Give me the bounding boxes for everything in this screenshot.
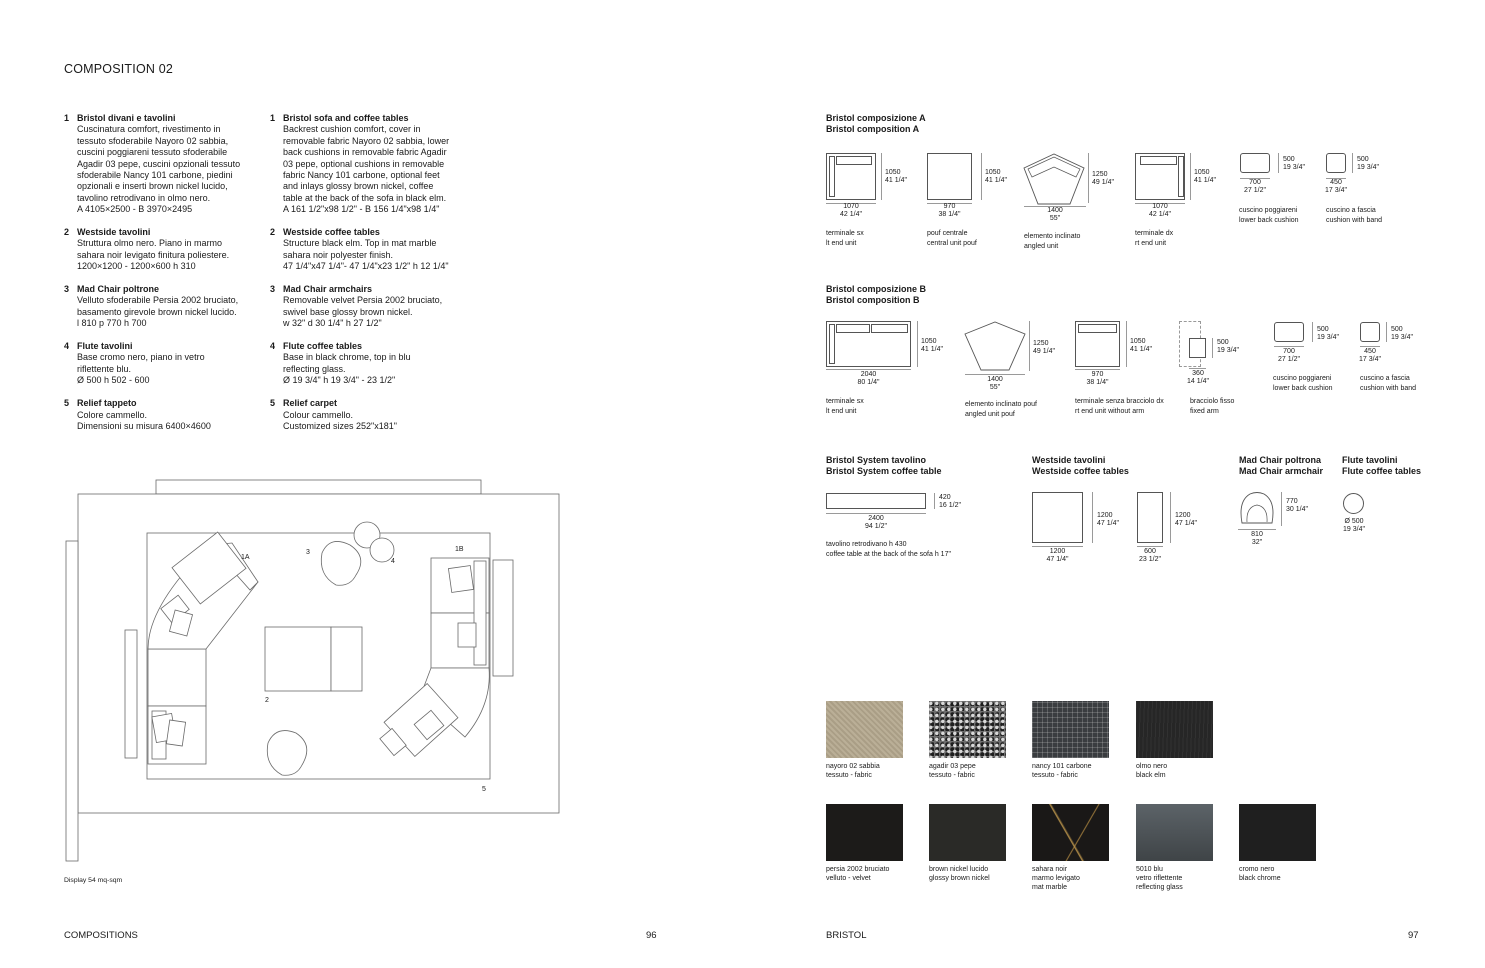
page-number-left: 96 bbox=[646, 930, 657, 941]
item-heading: Mad Chair poltrone bbox=[77, 284, 160, 295]
sofa-a-center-pouf bbox=[148, 649, 206, 706]
dimension-width: 700 27 1/2" bbox=[1244, 179, 1266, 194]
item-line: reflecting glass. bbox=[283, 363, 346, 374]
item-heading: Relief carpet bbox=[283, 398, 338, 409]
dimension-width: 700 27 1/2" bbox=[1278, 348, 1300, 363]
item-line: Colore cammello. bbox=[77, 409, 148, 420]
item-line: swivel base glossy brown nickel. bbox=[283, 306, 413, 317]
component-label: pouf centrale central unit pouf bbox=[927, 230, 977, 247]
item-number: 1 bbox=[270, 113, 276, 123]
item-line: Colour cammello. bbox=[283, 409, 354, 420]
item-line: sahara noir levigato finitura poliestere. bbox=[77, 249, 230, 260]
wall-shelf-top bbox=[156, 480, 481, 494]
item-number: 5 bbox=[270, 398, 276, 409]
item-line: A 161 1/2"x98 1/2" - B 156 1/4"x98 1/4" bbox=[283, 204, 440, 215]
swatch-olmo bbox=[1136, 701, 1213, 758]
item-line: sahara noir polyester finish. bbox=[283, 249, 394, 260]
plan-label-2: 2 bbox=[265, 697, 269, 704]
cushion bbox=[458, 623, 476, 647]
dimension-depth: 1050 41 1/4" bbox=[1130, 338, 1152, 353]
item-number: 5 bbox=[64, 398, 70, 409]
dimension-width: 2040 80 1/4" bbox=[857, 371, 880, 386]
display-area-caption: Display 54 mq-sqm bbox=[64, 877, 123, 884]
section-title-en: Bristol composition A bbox=[826, 124, 920, 135]
dimension-depth: 1250 49 1/4" bbox=[1092, 171, 1114, 186]
swatch-sahara-noir bbox=[1032, 804, 1109, 861]
item-line: Cuscinatura comfort, rivestimento in bbox=[77, 124, 221, 135]
item-3-en bbox=[270, 284, 460, 330]
component-label: cuscino poggiareni lower back cushion bbox=[1273, 375, 1333, 392]
dimension-width: 450 17 3/4" bbox=[1359, 348, 1381, 363]
component-label: elemento inclinato pouf angled unit pouf bbox=[965, 401, 1037, 418]
item-line: 1200×1200 - 1200×600 h 310 bbox=[77, 261, 196, 272]
item-heading: Flute coffee tables bbox=[283, 341, 363, 352]
item-3-it bbox=[64, 284, 254, 330]
item-heading: Westside tavolini bbox=[77, 227, 151, 238]
dimension-width: 2400 94 1/2" bbox=[865, 515, 887, 530]
westside-table-small bbox=[331, 627, 362, 691]
section-title-en: Bristol composition B bbox=[826, 295, 920, 306]
component-label: bracciolo fisso fixed arm bbox=[1190, 398, 1235, 415]
item-number: 2 bbox=[64, 227, 70, 238]
dimension-depth: 500 19 3/4" bbox=[1283, 156, 1305, 171]
component-label: tavolino retrodivano h 430 coffee table at the back of the sofa h 17" bbox=[826, 541, 951, 558]
item-heading: Relief tappeto bbox=[77, 398, 137, 409]
item-line: basamento girevole brown nickel lucido. bbox=[77, 306, 237, 317]
swatch-blu-glass bbox=[1136, 804, 1213, 861]
item-line: sfoderabile Nancy 101 carbone, piedini bbox=[77, 170, 233, 181]
swatch-label: persia 2002 bruciato velluto - velvet bbox=[826, 866, 890, 882]
swatch-label: olmo nero black elm bbox=[1136, 763, 1168, 779]
bristol-coffee-table-drawing bbox=[826, 493, 926, 509]
item-4-en bbox=[270, 341, 460, 387]
item-number: 4 bbox=[270, 341, 276, 352]
cushion-with-band-drawing bbox=[1326, 153, 1346, 173]
angled-unit-pouf-drawing bbox=[963, 320, 1027, 372]
swatch-agadir bbox=[929, 701, 1006, 758]
central-unit-pouf-drawing bbox=[927, 153, 972, 200]
item-heading: Flute tavolini bbox=[77, 341, 133, 352]
item-line: tavolino retrodivano in olmo nero. bbox=[77, 192, 211, 203]
item-heading: Bristol sofa and coffee tables bbox=[283, 113, 409, 123]
plan-label-4: 4 bbox=[391, 558, 395, 565]
section-title-it: Bristol composizione B bbox=[826, 284, 927, 294]
lower-back-cushion-drawing bbox=[1274, 322, 1304, 342]
section-title-it: Bristol composizione A bbox=[826, 113, 926, 123]
item-line: and inlays glossy brown nickel, coffee bbox=[283, 181, 434, 192]
item-line: A 4105×2500 - B 3970×2495 bbox=[77, 204, 193, 215]
component-label: cuscino a fascia cushion with band bbox=[1360, 375, 1417, 392]
page-title: COMPOSITION 02 bbox=[64, 62, 174, 76]
mad-chair-title: Mad Chair poltrona Mad Chair armchair bbox=[1239, 455, 1324, 477]
english-description-column bbox=[270, 113, 460, 444]
westside-table-small-drawing bbox=[1137, 492, 1163, 543]
item-number: 1 bbox=[64, 113, 70, 123]
component-label: elemento inclinato angled unit bbox=[1024, 233, 1081, 250]
dimension-width: 1200 47 1/4" bbox=[1046, 548, 1069, 563]
item-line: Base in black chrome, top in blu bbox=[283, 352, 411, 363]
swatch-label: nayoro 02 sabbia tessuto - fabric bbox=[826, 763, 880, 779]
item-4-it bbox=[64, 341, 254, 387]
angled-unit-drawing bbox=[1022, 152, 1086, 206]
swatch-label: 5010 blu vetro riflettente reflecting glass bbox=[1136, 866, 1183, 891]
item-line: Dimensioni su misura 6400×4600 bbox=[77, 420, 211, 431]
item-number: 2 bbox=[270, 227, 276, 238]
item-line: cuscini poggiareni tessuto sfoderabile bbox=[77, 147, 228, 158]
item-line: Structure black elm. Top in mat marble bbox=[283, 238, 437, 249]
item-1-it bbox=[64, 113, 254, 216]
item-heading: Westside coffee tables bbox=[283, 227, 380, 238]
italian-description-column bbox=[64, 113, 254, 444]
dimension-width: 450 17 3/4" bbox=[1325, 179, 1347, 194]
plan-label-3: 3 bbox=[306, 549, 310, 556]
item-line: table at the back of the sofa in black elm. bbox=[283, 192, 447, 203]
swatch-cromo-nero bbox=[1239, 804, 1316, 861]
plan-label-5: 5 bbox=[482, 786, 486, 793]
item-number: 3 bbox=[270, 284, 276, 295]
dimension-width: 810 32" bbox=[1251, 531, 1263, 546]
dimension-depth: 1200 47 1/4" bbox=[1097, 512, 1119, 527]
item-number: 3 bbox=[64, 284, 70, 295]
dimension-width: 1070 42 1/4" bbox=[840, 203, 862, 218]
item-line: fabric Nancy 101 carbone, optional feet bbox=[283, 170, 440, 181]
dimension-depth: 500 19 3/4" bbox=[1317, 326, 1339, 341]
cushion bbox=[448, 566, 473, 593]
swatch-label: agadir 03 pepe tessuto - fabric bbox=[929, 763, 976, 779]
swatch-label: brown nickel lucido glossy brown nickel bbox=[929, 866, 990, 882]
dimension-depth: 1200 47 1/4" bbox=[1175, 512, 1197, 527]
dimension-depth: 1250 49 1/4" bbox=[1033, 340, 1055, 355]
item-1-en bbox=[270, 113, 460, 216]
dimension-depth: 1050 41 1/4" bbox=[885, 169, 907, 184]
wall-shelf-left bbox=[66, 541, 78, 861]
dimension-depth: 1050 41 1/4" bbox=[921, 338, 943, 353]
side-console-left bbox=[125, 630, 137, 758]
component-label: cuscino a fascia cushion with band bbox=[1326, 207, 1383, 224]
item-line: 03 pepe, optional cushions in removable bbox=[283, 158, 445, 169]
dimension-width: 1400 55" bbox=[987, 376, 1003, 391]
item-number: 4 bbox=[64, 341, 70, 352]
cushion bbox=[166, 720, 185, 746]
item-line: w 32" d 30 1/4" h 27 1/2" bbox=[283, 318, 382, 329]
side-console-right bbox=[493, 560, 513, 676]
item-line: riflettente blu. bbox=[77, 363, 132, 374]
footer-section-left: COMPOSITIONS bbox=[64, 930, 138, 941]
item-5-en bbox=[270, 398, 460, 432]
plan-label-1b: 1B bbox=[455, 546, 464, 553]
item-line: 47 1/4"x47 1/4"- 47 1/4"x23 1/2" h 12 1/4" bbox=[283, 261, 449, 272]
dimension-width: 970 38 1/4" bbox=[938, 203, 961, 218]
dimension-depth: 1050 41 1/4" bbox=[1194, 169, 1216, 184]
composition-a-title bbox=[826, 113, 926, 136]
westside-table-large bbox=[265, 627, 331, 691]
dimension-depth: 1050 41 1/4" bbox=[985, 169, 1007, 184]
lt-end-unit-drawing bbox=[826, 153, 876, 200]
swatch-nayoro bbox=[826, 701, 903, 758]
plan-label-1a: 1A bbox=[241, 554, 250, 561]
swatch-nancy bbox=[1032, 701, 1109, 758]
item-line: back cushions in removable fabric Agadir bbox=[283, 147, 447, 158]
dimension-depth: 500 19 3/4" bbox=[1357, 156, 1379, 171]
dimension-depth: 420 16 1/2" bbox=[939, 494, 961, 509]
dimension-depth: 500 19 3/4" bbox=[1217, 339, 1239, 354]
item-line: opzionali e inserti brown nickel lucido, bbox=[77, 181, 228, 192]
sofa-b-back bbox=[474, 561, 486, 665]
cushion-with-band-drawing bbox=[1360, 322, 1380, 342]
rt-end-unit-drawing bbox=[1135, 153, 1185, 200]
dimension-depth: 770 30 1/4" bbox=[1286, 498, 1308, 513]
item-heading: Mad Chair armchairs bbox=[283, 284, 373, 295]
lt-end-unit-long-drawing bbox=[826, 321, 911, 367]
component-label: cuscino poggiareni lower back cushion bbox=[1239, 207, 1299, 224]
item-line: Struttura olmo nero. Piano in marmo bbox=[77, 238, 223, 249]
swatch-brown-nickel bbox=[929, 804, 1006, 861]
lower-back-cushion-drawing bbox=[1240, 153, 1270, 173]
page-number-right: 97 bbox=[1408, 930, 1419, 941]
item-line: Customized sizes 252"x181" bbox=[283, 420, 397, 431]
item-line: tessuto sfoderabile Nayoro 02 sabbia, bbox=[77, 135, 229, 146]
rt-end-unit-without-arm-drawing bbox=[1075, 321, 1120, 367]
bristol-system-title: Bristol System tavolino Bristol System coffee table bbox=[826, 455, 942, 477]
item-line: Base cromo nero, piano in vetro bbox=[77, 352, 205, 363]
floor-plan-drawing bbox=[60, 475, 570, 870]
item-2-en bbox=[270, 227, 460, 273]
composition-b-title bbox=[826, 284, 926, 307]
item-line: removable fabric Nayoro 02 sabbia, lower bbox=[283, 135, 450, 146]
dimension-width: 600 23 1/2" bbox=[1139, 548, 1161, 563]
mad-chair-drawing bbox=[1238, 491, 1276, 527]
item-line: Removable velvet Persia 2002 bruciato, bbox=[283, 295, 443, 306]
fixed-arm-drawing bbox=[1189, 338, 1206, 358]
swatch-label: cromo nero black chrome bbox=[1239, 866, 1281, 882]
item-2-it bbox=[64, 227, 254, 273]
swatch-label: sahara noir marmo levigato mat marble bbox=[1032, 866, 1080, 891]
item-5-it bbox=[64, 398, 254, 432]
component-label: terminale senza bracciolo dx rt end unit without arm bbox=[1075, 398, 1164, 415]
item-heading: Bristol divani e tavolini bbox=[77, 113, 176, 123]
westside-table-large-drawing bbox=[1032, 492, 1083, 543]
item-line: Velluto sfoderabile Persia 2002 bruciato, bbox=[77, 295, 239, 306]
footer-section-right: BRISTOL bbox=[826, 930, 867, 941]
flute-title: Flute tavolini Flute coffee tables bbox=[1342, 455, 1422, 477]
dimension-depth: 500 19 3/4" bbox=[1391, 326, 1413, 341]
component-label: terminale dx rt end unit bbox=[1135, 230, 1174, 247]
dimension-width: 360 14 1/4" bbox=[1187, 370, 1209, 385]
dimension-width: 1400 55" bbox=[1047, 207, 1063, 222]
item-line: Agadir 03 pepe, cuscini opzionali tessuto bbox=[77, 158, 241, 169]
item-line: Ø 19 3/4" h 19 3/4" - 23 1/2" bbox=[283, 375, 396, 386]
swatch-label: nancy 101 carbone tessuto - fabric bbox=[1032, 763, 1092, 779]
component-label: terminale sx lt end unit bbox=[826, 230, 864, 247]
dimension-width: 1070 42 1/4" bbox=[1149, 203, 1171, 218]
dimension-diameter: Ø 500 19 3/4" bbox=[1343, 518, 1365, 533]
item-line: Ø 500 h 502 - 600 bbox=[77, 375, 150, 386]
item-line: l 810 p 770 h 700 bbox=[77, 318, 147, 329]
component-label: terminale sx lt end unit bbox=[826, 398, 864, 415]
swatch-persia bbox=[826, 804, 903, 861]
flute-table-drawing bbox=[1343, 493, 1364, 514]
item-line: Backrest cushion comfort, cover in bbox=[283, 124, 421, 135]
westside-title: Westside tavolini Westside coffee tables bbox=[1032, 455, 1129, 477]
dimension-width: 970 38 1/4" bbox=[1086, 371, 1109, 386]
